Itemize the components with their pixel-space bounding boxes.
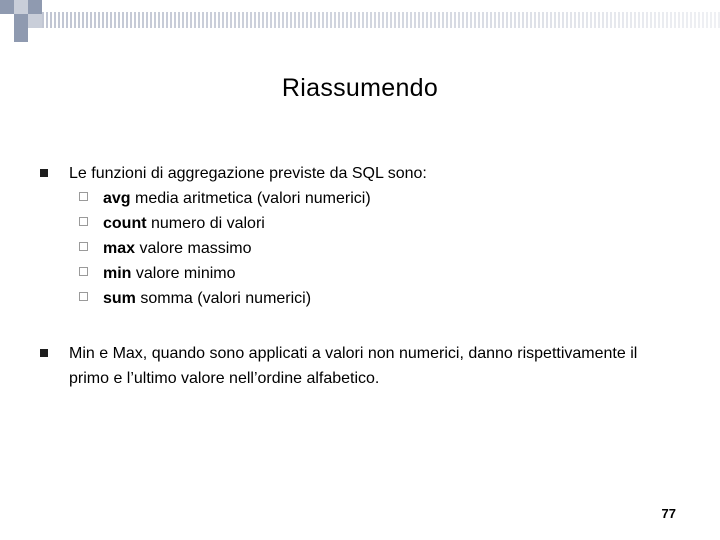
sub-bullet-text <box>103 286 311 311</box>
function-description: valore minimo <box>135 265 236 282</box>
function-keyword: count <box>103 215 147 232</box>
sub-bullet-text <box>103 236 252 261</box>
header-square <box>14 0 28 14</box>
header-square <box>14 28 28 42</box>
header-square <box>0 0 14 14</box>
slide-title: Riassumendo <box>281 74 439 102</box>
function-description: somma (valori numerici) <box>140 290 312 307</box>
hollow-square-icon <box>79 192 88 201</box>
hollow-square-icon <box>79 217 88 226</box>
sub-bullet-text <box>103 261 236 286</box>
hollow-square-icon <box>79 292 88 301</box>
sub-bullet-text <box>103 211 265 236</box>
hollow-square-icon <box>79 242 88 251</box>
function-keyword: sum <box>103 290 136 307</box>
function-keyword: max <box>103 240 136 257</box>
bullet-text: Le funzioni di aggregazione previste da SQL sono: <box>69 165 427 182</box>
bullet-text: Min e Max, quando sono applicati a valori non numerici, danno rispettivamente il primo e l’ultimo valore nell’ordine alfabetico. <box>69 345 638 387</box>
sub-bullet-text <box>103 186 371 211</box>
hollow-square-icon <box>79 267 88 276</box>
function-description: valore massimo <box>139 240 252 257</box>
header-square <box>14 14 28 28</box>
square-bullet-icon <box>40 349 48 357</box>
page-number: 77 <box>661 506 676 521</box>
function-description: media aritmetica (valori numerici) <box>135 190 371 207</box>
function-keyword: avg <box>103 190 131 207</box>
function-description: numero di valori <box>151 215 265 232</box>
function-keyword: min <box>103 265 132 282</box>
square-bullet-icon <box>40 169 48 177</box>
header-stripe-fade <box>42 12 720 28</box>
header-square <box>28 14 42 28</box>
header-square <box>28 0 42 14</box>
